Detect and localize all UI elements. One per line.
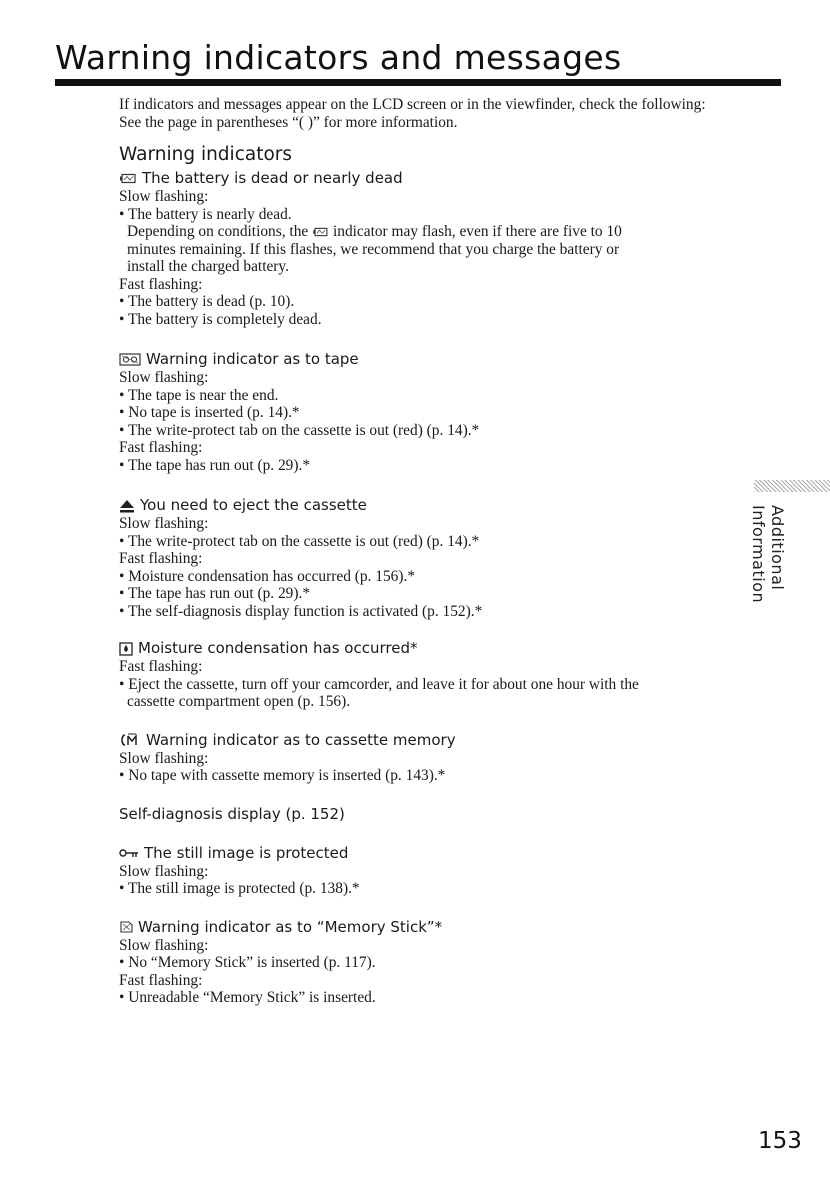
inline-text: Depending on conditions, the (127, 223, 309, 240)
text-line: • Moisture condensation has occurred (p. 156).* (119, 567, 416, 585)
tape-title-text: Warning indicator as to tape (146, 350, 359, 368)
memory-stick-title-text: Warning indicator as to “Memory Stick”* (138, 917, 443, 936)
text-line: • The battery is dead (p. 10). (119, 293, 295, 310)
text-line: • The tape has run out (p. 29).* (119, 585, 311, 602)
battery-block (119, 169, 749, 328)
text-line (119, 223, 749, 241)
section-heading: Warning indicators (119, 144, 293, 165)
text-line: • The tape has run out (p. 29).* (119, 456, 311, 474)
inline-text: indicator may flash, even if there are five to 10 (332, 223, 622, 240)
title-rule (55, 79, 781, 86)
text-line: Fast flashing: (119, 439, 203, 456)
still-image-title-text: The still image is protected (144, 843, 349, 862)
text-line: Slow flashing: (119, 862, 209, 880)
text-line: Slow flashing: (119, 515, 209, 532)
text-line: • The tape is near the end. (119, 386, 279, 404)
self-diagnosis-title (119, 805, 749, 824)
text-line: Fast flashing: (119, 658, 203, 675)
page-number: 153 (758, 1128, 802, 1154)
eject-title-text: You need to eject the cassette (140, 496, 367, 514)
battery-inline-icon (312, 227, 329, 237)
eject-block (119, 496, 749, 620)
text-line: Slow flashing: (119, 369, 209, 386)
moisture-icon (119, 642, 133, 656)
moisture-title (119, 639, 749, 658)
still-image-title (119, 844, 749, 863)
intro-line: If indicators and messages appear on the LCD screen or in the viewfinder, check the following: (119, 96, 706, 113)
eject-icon (119, 499, 135, 513)
text-line: • The battery is nearly dead. (119, 205, 292, 223)
text-line: Slow flashing: (119, 749, 209, 767)
moisture-block (119, 639, 749, 711)
text-line: • The write-protect tab on the cassette is out (red) (p. 14).* (119, 421, 480, 439)
intro-line: See the page in parentheses “( )” for more information. (119, 113, 458, 131)
text-line: • No tape is inserted (p. 14).* (119, 404, 300, 421)
still-image-block (119, 844, 749, 898)
cassette-memory-block (119, 731, 749, 785)
self-diagnosis-title-text: Self-diagnosis display (p. 152) (119, 804, 345, 823)
side-tab-label: Additional Information (749, 505, 787, 604)
memory-stick-block (119, 918, 749, 1007)
text-line: Fast flashing: (119, 550, 203, 567)
eject-title (119, 496, 749, 515)
protect-key-icon (119, 848, 139, 858)
intro (119, 96, 749, 131)
text-line: • No tape with cassette memory is inserted (p. 143).* (119, 767, 446, 784)
text-line: Slow flashing: (119, 188, 209, 205)
text-line: • Eject the cassette, turn off your camcorder, and leave it for about one hour with the (119, 675, 639, 693)
memory-stick-title (119, 918, 749, 937)
cassette-memory-title-text: Warning indicator as to cassette memory (146, 730, 456, 749)
text-line: Fast flashing: (119, 275, 203, 293)
text-line: • The self-diagnosis display function is activated (p. 152).* (119, 602, 483, 620)
text-line: Slow flashing: (119, 936, 209, 954)
tape-title (119, 350, 749, 369)
battery-icon (119, 173, 137, 184)
text-line: • No “Memory Stick” is inserted (p. 117). (119, 954, 376, 971)
text-line: minutes remaining. If this flashes, we recommend that you charge the battery or (127, 240, 620, 258)
moisture-title-text: Moisture condensation has occurred* (138, 639, 418, 657)
text-line: Fast flashing: (119, 971, 203, 989)
page-title: Warning indicators and messages (55, 38, 622, 77)
text-line: • Unreadable “Memory Stick” is inserted. (119, 989, 376, 1006)
text-line: install the charged battery. (127, 258, 289, 275)
cassette-memory-title (119, 731, 749, 750)
page-content (119, 96, 749, 1007)
battery-title (119, 169, 749, 188)
text-line: • The still image is protected (p. 138).* (119, 880, 360, 897)
battery-title-text: The battery is dead or nearly dead (142, 169, 403, 187)
text-line: • The battery is completely dead. (119, 310, 322, 328)
cassette-memory-icon (119, 733, 141, 747)
tape-warning-icon (119, 353, 141, 366)
text-line: • The write-protect tab on the cassette is out (red) (p. 14).* (119, 532, 480, 550)
tape-block (119, 350, 749, 474)
memory-stick-icon (119, 921, 133, 933)
section-tab-marker (754, 480, 830, 492)
self-diagnosis-block (119, 805, 749, 824)
text-line: cassette compartment open (p. 156). (127, 693, 351, 710)
